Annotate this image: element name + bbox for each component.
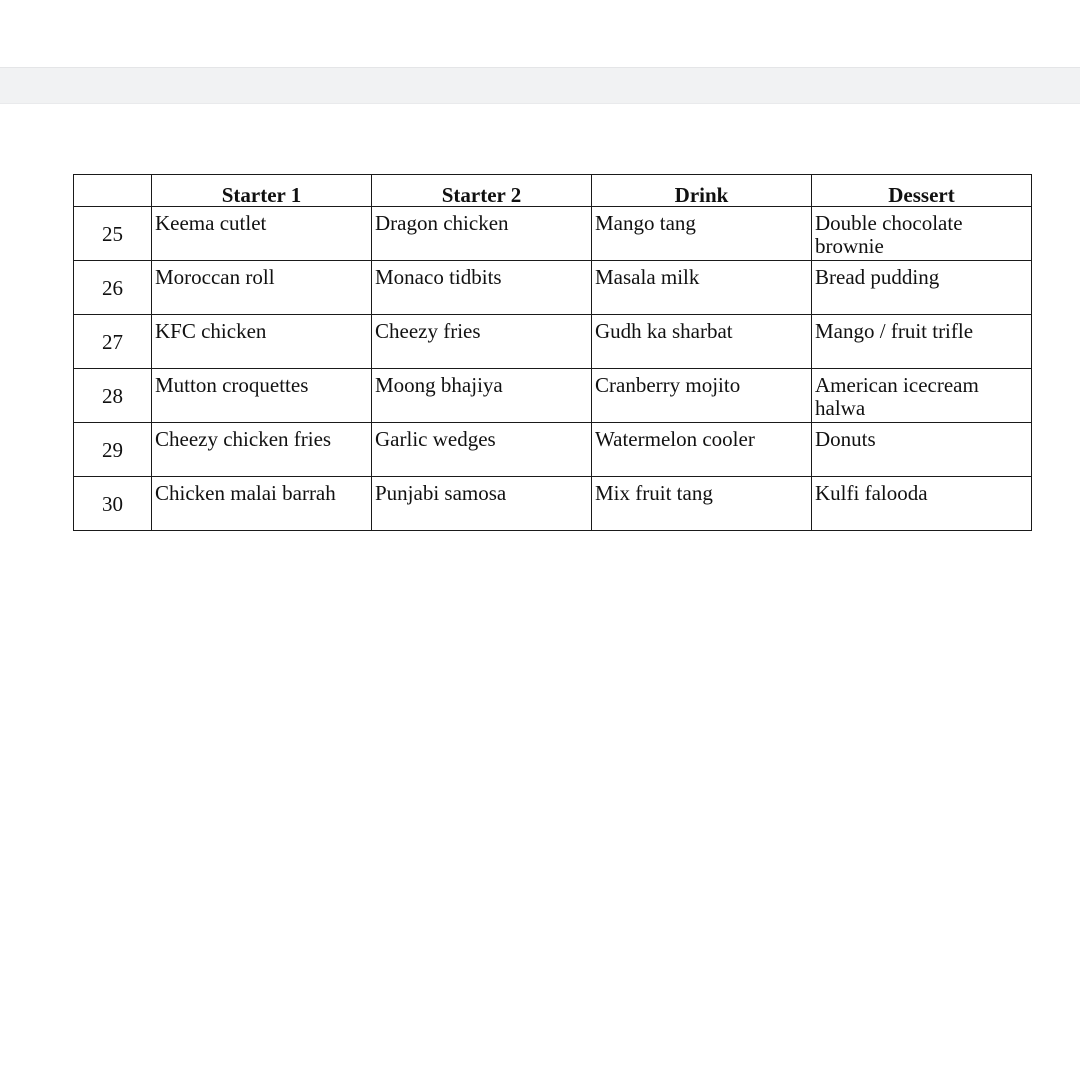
table-row <box>74 369 1032 423</box>
day-number: 28 <box>74 369 152 423</box>
table-row <box>74 261 1032 315</box>
header-starter-2: Starter 2 <box>372 175 592 207</box>
starter-2-cell: Garlic wedges <box>372 423 592 477</box>
day-number: 26 <box>74 261 152 315</box>
header-drink: Drink <box>592 175 812 207</box>
dessert-cell: Kulfi falooda <box>812 477 1032 531</box>
drink-cell: Masala milk <box>592 261 812 315</box>
starter-2-cell: Monaco tidbits <box>372 261 592 315</box>
table-header-row <box>74 175 1032 207</box>
starter-2-cell: Punjabi samosa <box>372 477 592 531</box>
starter-2-cell: Cheezy fries <box>372 315 592 369</box>
starter-1-cell: Keema cutlet <box>152 207 372 261</box>
starter-1-cell: KFC chicken <box>152 315 372 369</box>
header-dessert: Dessert <box>812 175 1032 207</box>
dessert-cell: Double chocolate brownie <box>812 207 1032 261</box>
table-row <box>74 207 1032 261</box>
drink-cell: Mix fruit tang <box>592 477 812 531</box>
starter-2-cell: Dragon chicken <box>372 207 592 261</box>
drink-cell: Gudh ka sharbat <box>592 315 812 369</box>
table-row <box>74 477 1032 531</box>
day-number: 25 <box>74 207 152 261</box>
table-row <box>74 423 1032 477</box>
drink-cell: Mango tang <box>592 207 812 261</box>
table-row <box>74 315 1032 369</box>
starter-1-cell: Cheezy chicken fries <box>152 423 372 477</box>
dessert-cell: Mango / fruit trifle <box>812 315 1032 369</box>
starter-2-cell: Moong bhajiya <box>372 369 592 423</box>
day-number: 30 <box>74 477 152 531</box>
day-number: 27 <box>74 315 152 369</box>
drink-cell: Cranberry mojito <box>592 369 812 423</box>
dessert-cell: Bread pudding <box>812 261 1032 315</box>
dessert-cell: Donuts <box>812 423 1032 477</box>
dessert-cell: American icecream halwa <box>812 369 1032 423</box>
menu-table <box>73 174 1032 531</box>
page-top-band <box>0 67 1080 104</box>
header-starter-1: Starter 1 <box>152 175 372 207</box>
starter-1-cell: Chicken malai barrah <box>152 477 372 531</box>
starter-1-cell: Mutton croquettes <box>152 369 372 423</box>
starter-1-cell: Moroccan roll <box>152 261 372 315</box>
drink-cell: Watermelon cooler <box>592 423 812 477</box>
header-day <box>74 175 152 207</box>
day-number: 29 <box>74 423 152 477</box>
